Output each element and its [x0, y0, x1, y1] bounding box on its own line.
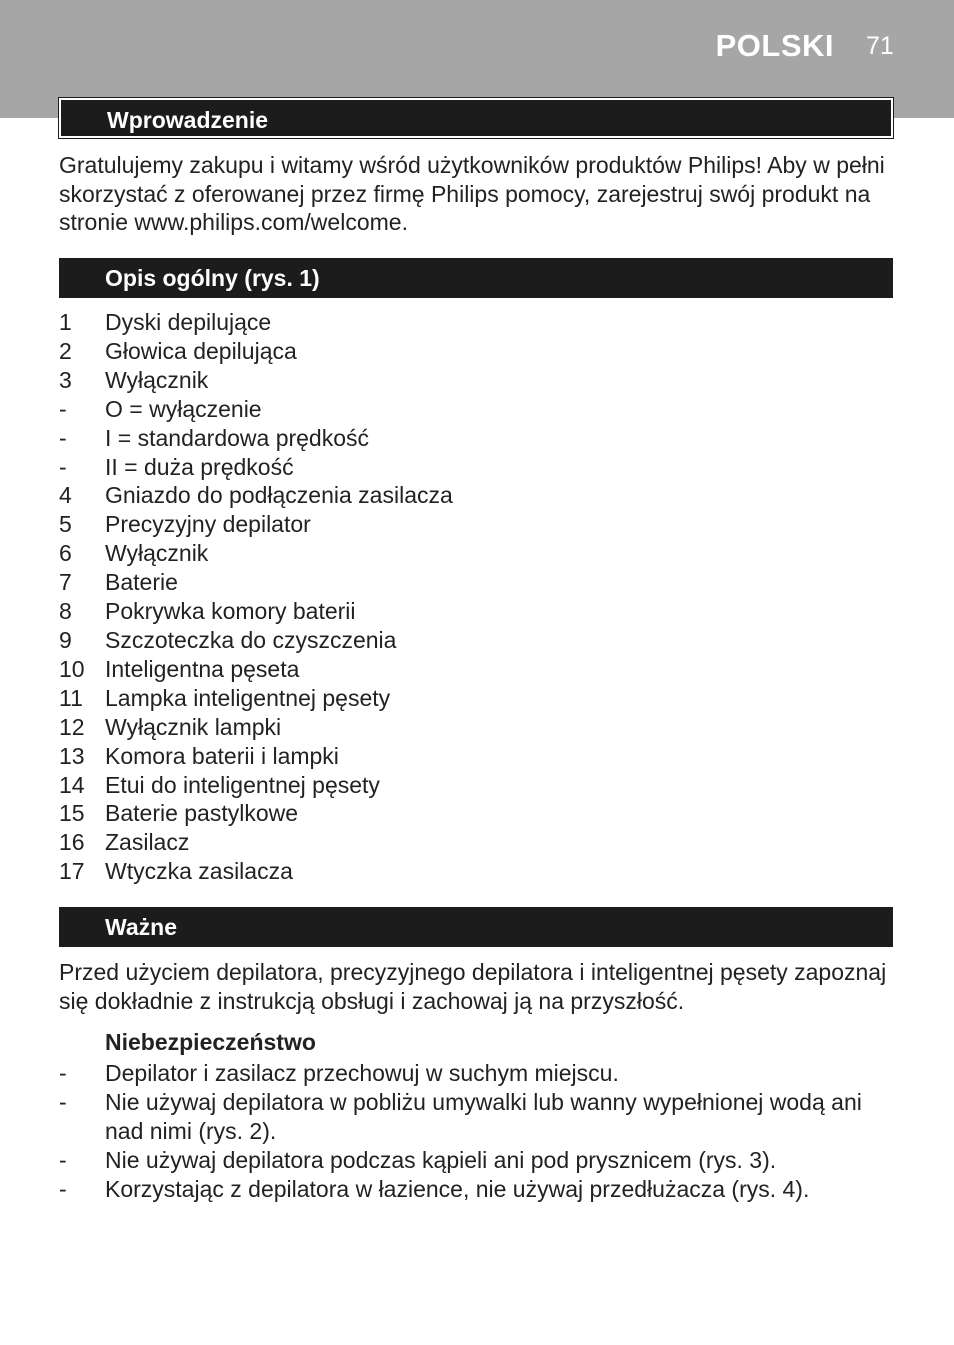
danger-list-item [59, 1088, 899, 1146]
list-marker: 2 [59, 337, 72, 364]
list-item-text: Nie używaj depilatora podczas kąpieli ani pod prysznicem (rys. 3). [105, 1146, 777, 1173]
section-header-important [59, 907, 893, 947]
overview-list-item [59, 366, 899, 395]
list-marker: 11 [59, 684, 83, 711]
overview-list-item [59, 510, 899, 539]
list-marker: 4 [59, 482, 72, 509]
overview-list-item [59, 568, 899, 597]
section-header-intro [59, 98, 893, 138]
list-item-text: Precyzyjny depilator [105, 511, 311, 538]
overview-list-item [59, 481, 899, 510]
list-item-text: Szczoteczka do czyszczenia [105, 626, 397, 653]
list-marker: 6 [59, 540, 72, 567]
list-marker: 14 [59, 771, 85, 798]
list-marker: 5 [59, 511, 72, 538]
overview-list-item [59, 771, 899, 800]
overview-list-item [59, 684, 899, 713]
list-marker: 12 [59, 713, 85, 740]
list-item-text: Gniazdo do podłączenia zasilacza [105, 482, 453, 509]
overview-list-item [59, 424, 899, 453]
overview-list-item [59, 539, 899, 568]
list-item-text: Wyłącznik [105, 366, 209, 393]
section-header-overview [59, 258, 893, 298]
overview-list-item [59, 453, 899, 482]
list-marker: 15 [59, 800, 85, 827]
list-item-text: Wyłącznik lampki [105, 713, 282, 740]
overview-list-item [59, 828, 899, 857]
overview-list-item [59, 337, 899, 366]
list-marker: 10 [59, 655, 85, 682]
danger-list-item [59, 1146, 899, 1175]
overview-list-item [59, 799, 899, 828]
danger-list-item [59, 1175, 899, 1204]
overview-list-item [59, 713, 899, 742]
list-item-text: Wyłącznik [105, 540, 209, 567]
list-item-text: O = wyłączenie [105, 395, 262, 422]
overview-list-item [59, 742, 899, 771]
overview-list [59, 308, 899, 886]
list-item-text: Głowica depilująca [105, 337, 297, 364]
list-marker: 7 [59, 569, 72, 596]
list-item-text: Komora baterii i lampki [105, 742, 339, 769]
section-title-intro: Wprowadzenie [107, 107, 269, 133]
list-item-text: Pokrywka komory baterii [105, 598, 356, 625]
list-marker: 1 [59, 309, 72, 335]
overview-list-item [59, 655, 899, 684]
list-item-text: Depilator i zasilacz przechowuj w suchym miejscu. [105, 1060, 619, 1086]
danger-subheading: Niebezpieczeństwo [105, 1029, 316, 1055]
overview-list-item [59, 857, 899, 886]
list-marker: - [59, 1146, 67, 1173]
list-item-text: Nie używaj depilatora w pobliżu umywalki lub wanny wypełnionej wodą ani nad nimi (rys. 2). [105, 1088, 862, 1144]
list-item-text: Wtyczka zasilacza [105, 858, 293, 885]
list-item-text: Baterie pastylkowe [105, 800, 299, 827]
list-marker: - [59, 1088, 67, 1115]
list-marker: - [59, 1060, 67, 1086]
section-title-important: Ważne [105, 914, 177, 940]
list-marker: 13 [59, 742, 85, 769]
list-marker: - [59, 453, 67, 480]
list-item-text: I = standardowa prędkość [105, 424, 370, 451]
list-marker: 8 [59, 598, 72, 625]
list-marker: 3 [59, 366, 72, 393]
overview-list-item [59, 597, 899, 626]
list-item-text: Korzystając z depilatora w łazience, nie używaj przedłużacza (rys. 4). [105, 1175, 810, 1202]
list-item-text: Lampka inteligentnej pęsety [105, 684, 391, 711]
list-marker: 17 [59, 858, 85, 885]
list-item-text: Dyski depilujące [105, 309, 272, 335]
list-marker: - [59, 424, 67, 451]
page-number: 71 [866, 32, 894, 60]
overview-list-item [59, 626, 899, 655]
language-title: POLSKI [715, 28, 834, 63]
danger-list [59, 1059, 899, 1204]
list-item-text: II = duża prędkość [105, 453, 294, 480]
list-item-text: Inteligentna pęseta [105, 655, 300, 682]
list-item-text: Zasilacz [105, 829, 190, 856]
intro-paragraph: Gratulujemy zakupu i witamy wśród użytkowników produktów Philips! Aby w pełni skorzystać z oferowanej przez firmę Philips pomocy, zarejestruj swój produkt na stronie www.philips.com/welcome. [59, 152, 885, 235]
list-item-text: Etui do inteligentnej pęsety [105, 771, 380, 798]
list-marker: 9 [59, 626, 72, 653]
danger-list-item [59, 1059, 899, 1088]
overview-list-item [59, 395, 899, 424]
list-item-text: Baterie [105, 569, 178, 596]
section-title-overview: Opis ogólny (rys. 1) [105, 265, 320, 291]
list-marker: - [59, 395, 67, 422]
list-marker: 16 [59, 829, 85, 856]
overview-list-item [59, 308, 899, 337]
list-marker: - [59, 1175, 67, 1202]
important-paragraph: Przed użyciem depilatora, precyzyjnego depilatora i inteligentnej pęsety zapoznaj się dokładnie z instrukcją obsługi i zachowaj ją na przyszłość. [59, 959, 887, 1014]
